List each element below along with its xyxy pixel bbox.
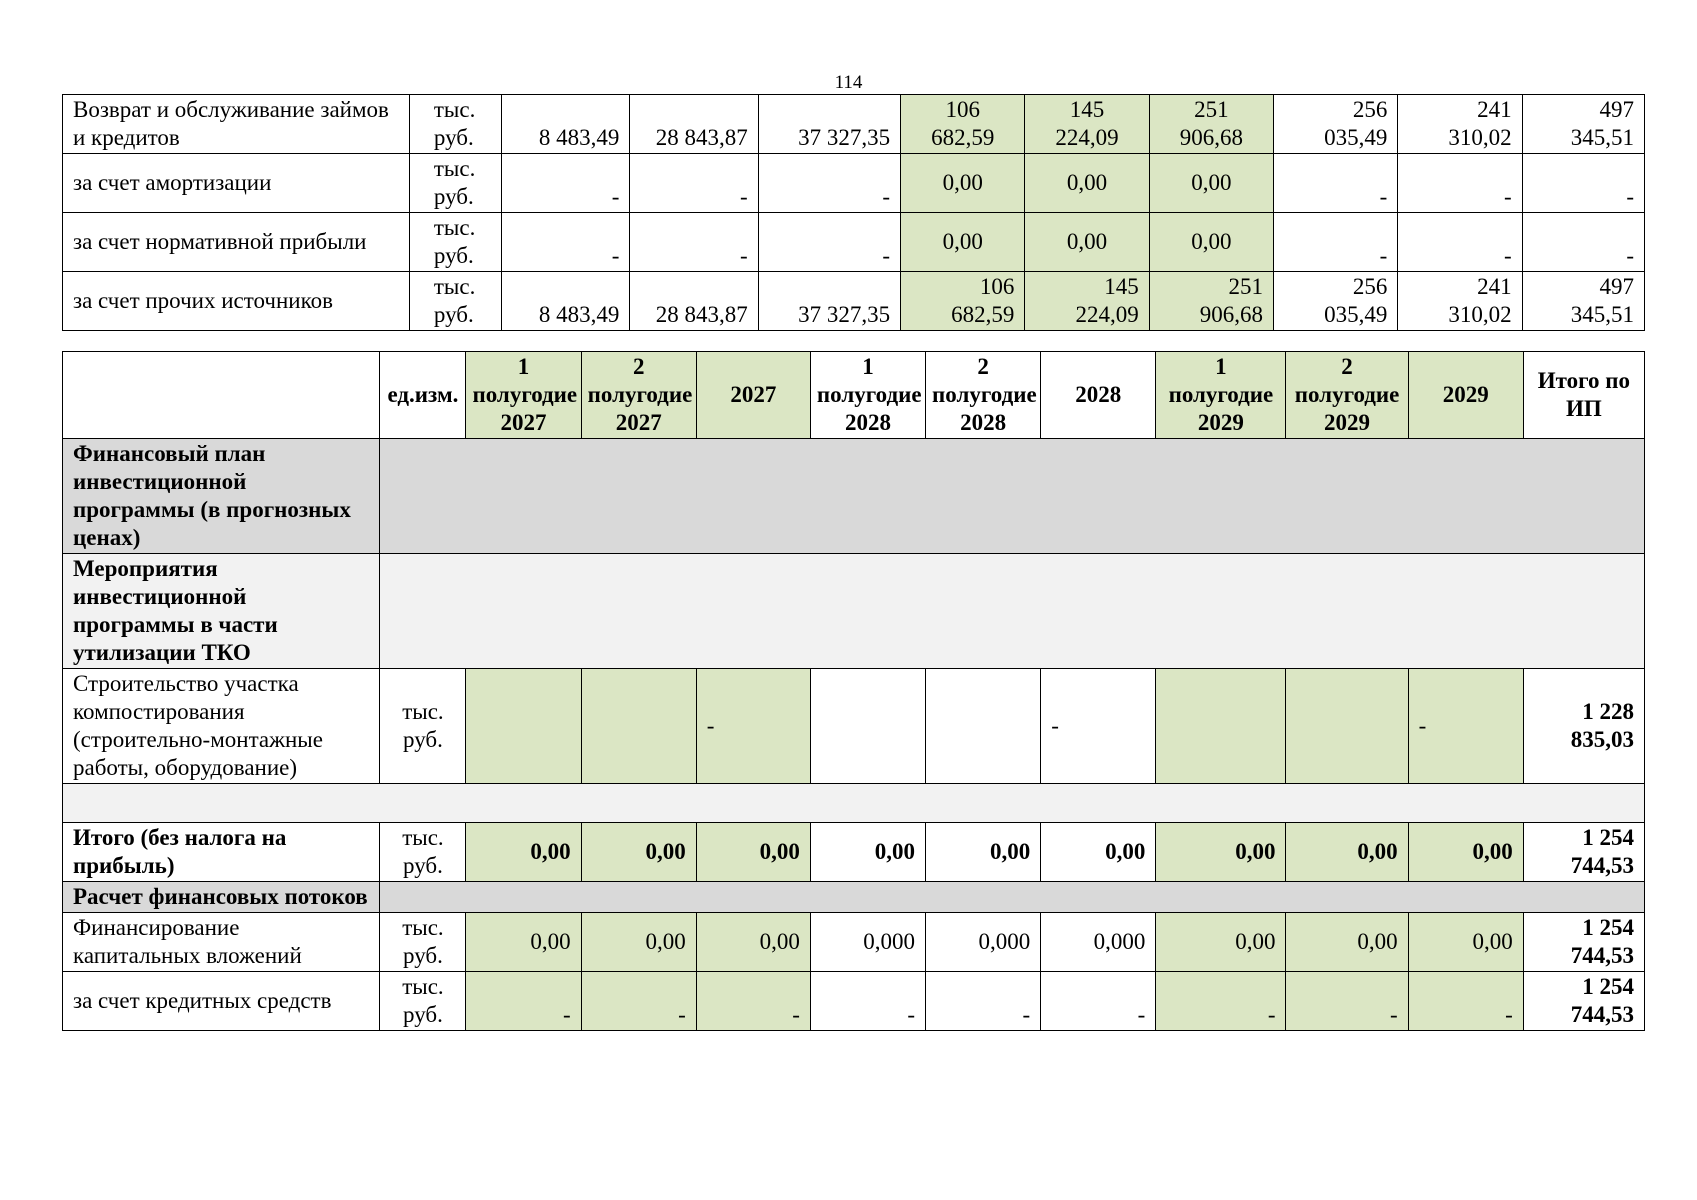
value-cell: 0,00	[1041, 823, 1156, 882]
header-cell: 1 полугодие 2027	[466, 352, 581, 439]
total-cell: 1 254 744,53	[1523, 823, 1644, 882]
row-label: Итого (без налога на прибыль)	[63, 823, 380, 882]
row-label: Финансирование капитальных вложений	[63, 913, 380, 972]
value-cell: 0,00	[1149, 213, 1273, 272]
value-cell: -	[758, 154, 900, 213]
value-cell: -	[1522, 213, 1644, 272]
value-cell: 0,00	[810, 823, 925, 882]
value-cell: 0,00	[581, 823, 696, 882]
header-cell: 2 полугодие 2027	[581, 352, 696, 439]
value-cell: 8 483,49	[502, 272, 630, 331]
header-cell: 1 полугодие 2028	[810, 352, 925, 439]
value-cell: -	[758, 213, 900, 272]
value-cell: 37 327,35	[758, 95, 900, 154]
section-fill	[380, 439, 1645, 554]
section-title: Финансовый план инвестиционной программы (в прогнозных ценах)	[63, 439, 380, 554]
value-cell: -	[502, 154, 630, 213]
unit-cell: тыс. руб.	[380, 913, 466, 972]
value-cell: -	[1408, 669, 1523, 784]
value-cell: 241 310,02	[1398, 95, 1522, 154]
header-cell	[63, 352, 380, 439]
table-row	[63, 213, 1645, 272]
value-cell: 0,000	[810, 913, 925, 972]
value-cell	[1156, 669, 1286, 784]
header-cell: 2029	[1408, 352, 1523, 439]
value-cell: 0,00	[1149, 154, 1273, 213]
total-cell: 1 254 744,53	[1523, 972, 1644, 1031]
value-cell: -	[466, 972, 581, 1031]
value-cell	[926, 669, 1041, 784]
value-cell: 0,000	[1041, 913, 1156, 972]
row-label: за счет кредитных средств	[63, 972, 380, 1031]
header-cell: 2 полугодие 2028	[926, 352, 1041, 439]
value-cell: -	[1398, 154, 1522, 213]
table-row	[63, 972, 1645, 1031]
header-cell: 2027	[696, 352, 810, 439]
unit-cell: тыс. руб.	[409, 213, 501, 272]
value-cell: 0,00	[696, 823, 810, 882]
unit-cell: тыс. руб.	[380, 669, 466, 784]
header-cell: ед.изм.	[380, 352, 466, 439]
value-cell: 0,000	[926, 913, 1041, 972]
section-row	[63, 554, 1645, 669]
value-cell: 0,00	[466, 823, 581, 882]
value-cell	[1286, 669, 1408, 784]
section-title: Расчет финансовых потоков	[63, 882, 380, 913]
value-cell: 145 224,09	[1025, 95, 1149, 154]
value-cell: 0,00	[1408, 823, 1523, 882]
header-cell: 1 полугодие 2029	[1156, 352, 1286, 439]
value-cell	[581, 669, 696, 784]
value-cell: 0,00	[901, 213, 1025, 272]
value-cell: 256 035,49	[1274, 272, 1398, 331]
unit-cell: тыс. руб.	[380, 823, 466, 882]
total-cell: 1 254 744,53	[1523, 913, 1644, 972]
value-cell: 0,00	[1286, 913, 1408, 972]
header-row	[63, 352, 1645, 439]
empty-cell	[63, 784, 1645, 823]
value-cell: 251 906,68	[1149, 272, 1273, 331]
value-cell: 0,00	[1156, 823, 1286, 882]
value-cell: -	[696, 972, 810, 1031]
value-cell: -	[1041, 972, 1156, 1031]
row-label: за счет прочих источников	[63, 272, 410, 331]
value-cell	[466, 669, 581, 784]
value-cell: 28 843,87	[630, 95, 758, 154]
value-cell: 0,00	[466, 913, 581, 972]
total-cell: 1 228 835,03	[1523, 669, 1644, 784]
row-label: за счет нормативной прибыли	[63, 213, 410, 272]
value-cell: -	[630, 154, 758, 213]
value-cell: 106 682,59	[901, 272, 1025, 331]
section-row	[63, 439, 1645, 554]
value-cell: -	[1522, 154, 1644, 213]
section-fill	[380, 882, 1645, 913]
header-cell: 2028	[1041, 352, 1156, 439]
value-cell: 0,00	[901, 154, 1025, 213]
value-cell: -	[1041, 669, 1156, 784]
value-cell: -	[1156, 972, 1286, 1031]
financial-plan-table	[62, 351, 1645, 1031]
value-cell: 241 310,02	[1398, 272, 1522, 331]
unit-cell: тыс. руб.	[380, 972, 466, 1031]
value-cell	[810, 669, 925, 784]
table-row	[63, 823, 1645, 882]
value-cell: 256 035,49	[1274, 95, 1398, 154]
value-cell: -	[926, 972, 1041, 1031]
value-cell: 8 483,49	[502, 95, 630, 154]
value-cell: 106 682,59	[901, 95, 1025, 154]
value-cell: 0,00	[1408, 913, 1523, 972]
section-fill	[380, 554, 1645, 669]
unit-cell: тыс. руб.	[409, 154, 501, 213]
unit-cell: тыс. руб.	[409, 95, 501, 154]
table-row	[63, 913, 1645, 972]
value-cell: 497 345,51	[1522, 95, 1644, 154]
table-row	[63, 272, 1645, 331]
value-cell: 0,00	[1025, 154, 1149, 213]
value-cell: 0,00	[1156, 913, 1286, 972]
value-cell: 0,00	[926, 823, 1041, 882]
value-cell: 145 224,09	[1025, 272, 1149, 331]
table-row	[63, 95, 1645, 154]
header-cell: Итого по ИП	[1523, 352, 1644, 439]
value-cell: 0,00	[696, 913, 810, 972]
row-label: Строительство участка компостирования (строительно-монтажные работы, оборудование)	[63, 669, 380, 784]
value-cell: 37 327,35	[758, 272, 900, 331]
table-row	[63, 669, 1645, 784]
header-cell: 2 полугодие 2029	[1286, 352, 1408, 439]
value-cell: 497 345,51	[1522, 272, 1644, 331]
value-cell: -	[1274, 154, 1398, 213]
table-row	[63, 154, 1645, 213]
page-number: 114	[834, 72, 863, 93]
investment-return-table	[62, 94, 1645, 331]
value-cell: -	[502, 213, 630, 272]
row-label: Возврат и обслуживание займов и кредитов	[63, 95, 410, 154]
unit-cell: тыс. руб.	[409, 272, 501, 331]
row-label: за счет амортизации	[63, 154, 410, 213]
section-title: Мероприятия инвестиционной программы в части утилизации ТКО	[63, 554, 380, 669]
value-cell: -	[581, 972, 696, 1031]
empty-row	[63, 784, 1645, 823]
value-cell: 0,00	[1286, 823, 1408, 882]
value-cell: 0,00	[1025, 213, 1149, 272]
value-cell: -	[696, 669, 810, 784]
value-cell: 28 843,87	[630, 272, 758, 331]
value-cell: -	[1286, 972, 1408, 1031]
value-cell: 251 906,68	[1149, 95, 1273, 154]
value-cell: 0,00	[581, 913, 696, 972]
value-cell: -	[810, 972, 925, 1031]
value-cell: -	[1398, 213, 1522, 272]
section-row	[63, 882, 1645, 913]
value-cell: -	[1408, 972, 1523, 1031]
value-cell: -	[630, 213, 758, 272]
value-cell: -	[1274, 213, 1398, 272]
